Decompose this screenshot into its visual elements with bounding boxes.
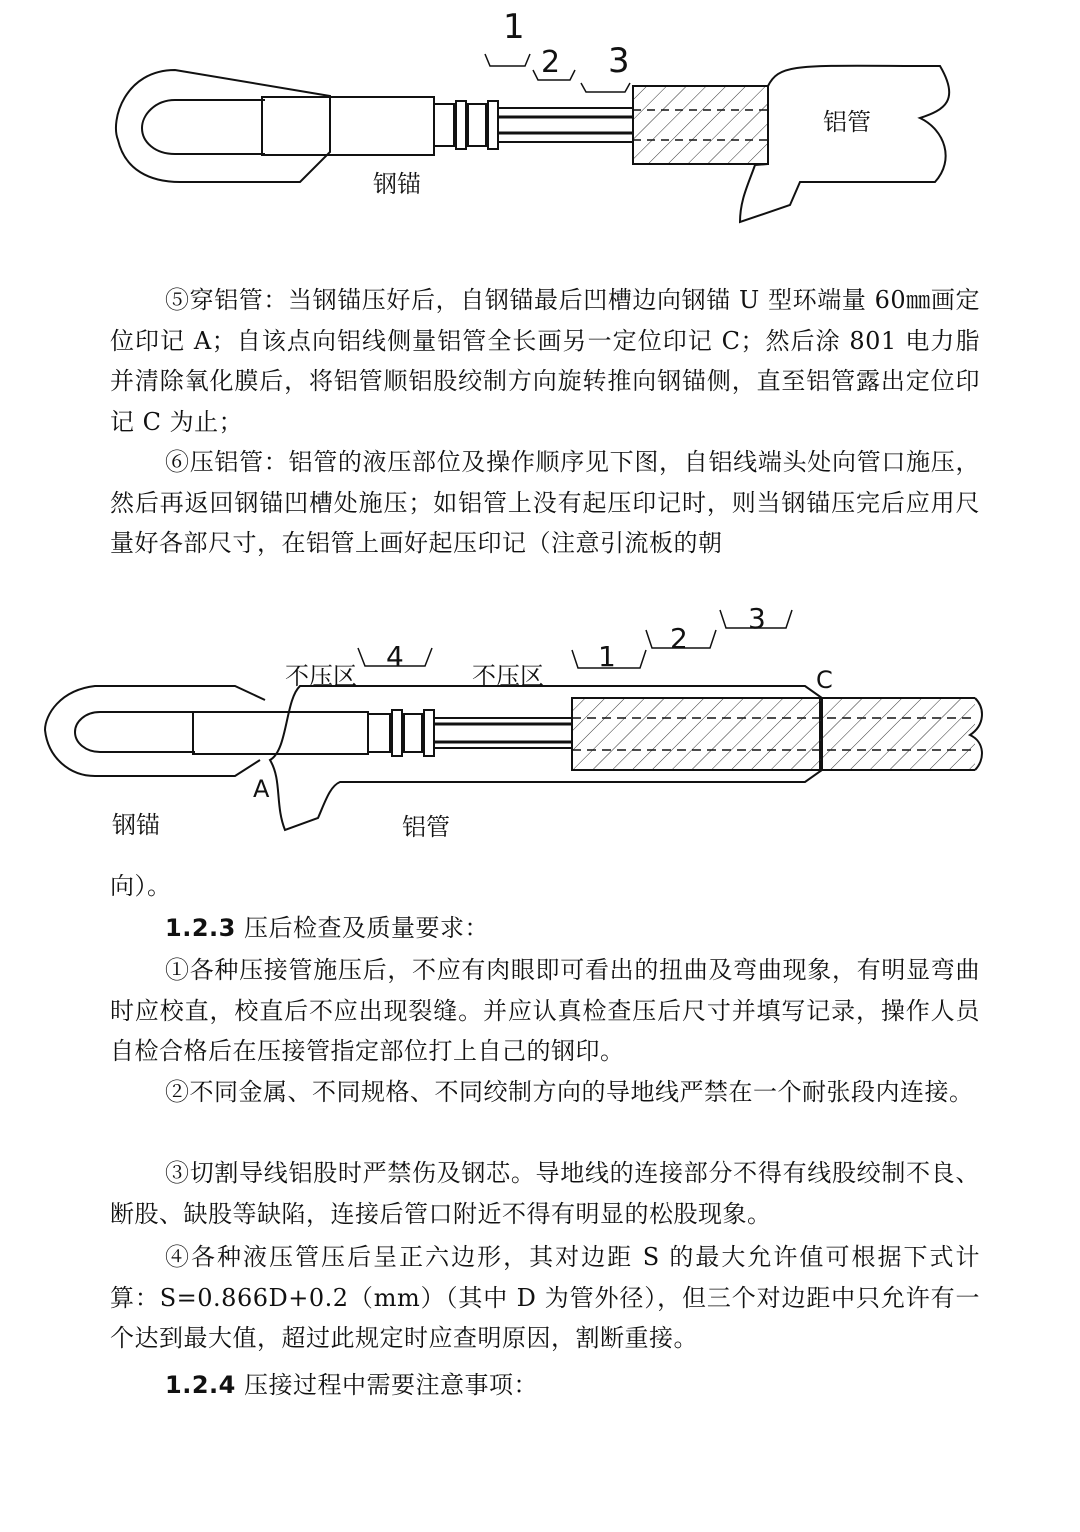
anchor-body <box>262 97 434 155</box>
paragraph-6-continuation: 向）。 <box>110 872 172 900</box>
steel-core <box>498 108 633 142</box>
quality-requirement-4: ④各种液压管压后呈正六边形，其对边距 S 的最大允许值可根据下式计算：S=0.866D+0.2（mm）（其中 D 为管外径），但三个对边距中只允许有一个达到最大值，超过此规定时应查明原因，割断重接。 <box>110 1243 980 1352</box>
quality-requirement-2: ②不同金属、不同规格、不同绞制方向的导地线严禁在一个耐张段内连接。 <box>165 1078 974 1106</box>
u-ring-outer <box>116 70 330 182</box>
quality-requirement-1: ①各种压接管施压后，不应有肉眼即可看出的扭曲及弯曲现象，有明显弯曲时应校直，校直后不应出现裂缝。并应认真检查压后尺寸并填写记录，操作人员自检合格后在压接管指定部位打上自己的钢印。 <box>110 956 980 1065</box>
aluminum-tube-outline <box>740 66 949 222</box>
section-number-1-2-3: 1.2.3 <box>165 914 236 942</box>
section-heading-1-2-3 <box>110 908 980 949</box>
paragraph-6-pressing-aluminum-tube: ⑥压铝管：铝管的液压部位及操作顺序见下图，自铝线端头处向管口施压，然后再返回钢锚凹槽处施压；如铝管上没有起压印记时，则当钢锚压完后应用尺量好各部尺寸，在铝管上画好起压印记（注意引流板的朝 <box>110 448 980 557</box>
paragraph-5-threading-aluminum-tube: ⑤穿铝管：当钢锚压好后，自钢锚最后凹槽边向钢锚 U 型环端量 60㎜画定位印记 A；自该点向铝线侧量铝管全长画另一定位印记 C；然后涂 801 电力脂并清除氧化膜后，将铝管顺铝股绞制方向旋转推向钢锚侧，直至铝管露出定位印记 C 为止； <box>110 286 980 436</box>
section-number-1-2-4: 1.2.4 <box>165 1371 236 1399</box>
figure-2-label-point-a: A <box>253 775 270 803</box>
figure-2-label-4: 4 <box>386 640 404 673</box>
figure-1-steel-anchor-diagram <box>0 0 1080 250</box>
figure-2-aluminum-tube-press-diagram <box>0 590 1080 860</box>
figure-1-label-aluminum-tube: 铝管 <box>823 108 871 136</box>
figure-1-drawing <box>0 0 1080 250</box>
figure-2-label-1: 1 <box>598 640 616 673</box>
figure-2-label-steel-anchor: 钢锚 <box>112 811 160 839</box>
figure-2-label-aluminum-tube: 铝管 <box>402 813 450 841</box>
section-title-1-2-4: 压接过程中需要注意事项： <box>243 1371 538 1399</box>
u-ring-inner <box>142 100 265 154</box>
figure-2-label-2: 2 <box>670 622 688 655</box>
section-title-1-2-3: 压后检查及质量要求： <box>243 914 489 942</box>
aluminum-conductor <box>820 698 975 770</box>
figure-2-drawing <box>0 590 1080 860</box>
figure-1-label-2: 2 <box>541 45 561 80</box>
figure-2-label-no-press-middle: 不压区 <box>472 662 544 690</box>
figure-1-label-steel-anchor: 钢锚 <box>373 170 421 198</box>
figure-2-label-3: 3 <box>748 602 766 635</box>
figure-1-label-3: 3 <box>608 41 630 81</box>
aluminum-strand-hatch-inner <box>572 698 820 770</box>
aluminum-strand-hatch <box>633 86 768 164</box>
figure-2-label-no-press-left: 不压区 <box>285 662 357 690</box>
u-ring-inner <box>75 712 195 752</box>
figure-2-label-point-c: C <box>816 666 833 694</box>
section-heading-1-2-4 <box>110 1365 980 1406</box>
quality-requirement-3: ③切割导线铝股时严禁伤及钢芯。导地线的连接部分不得有线股绞制不良、断股、缺股等缺陷，连接后管口附近不得有明显的松股现象。 <box>110 1159 980 1228</box>
figure-1-label-1: 1 <box>503 7 525 47</box>
u-ring-outer <box>45 686 265 776</box>
